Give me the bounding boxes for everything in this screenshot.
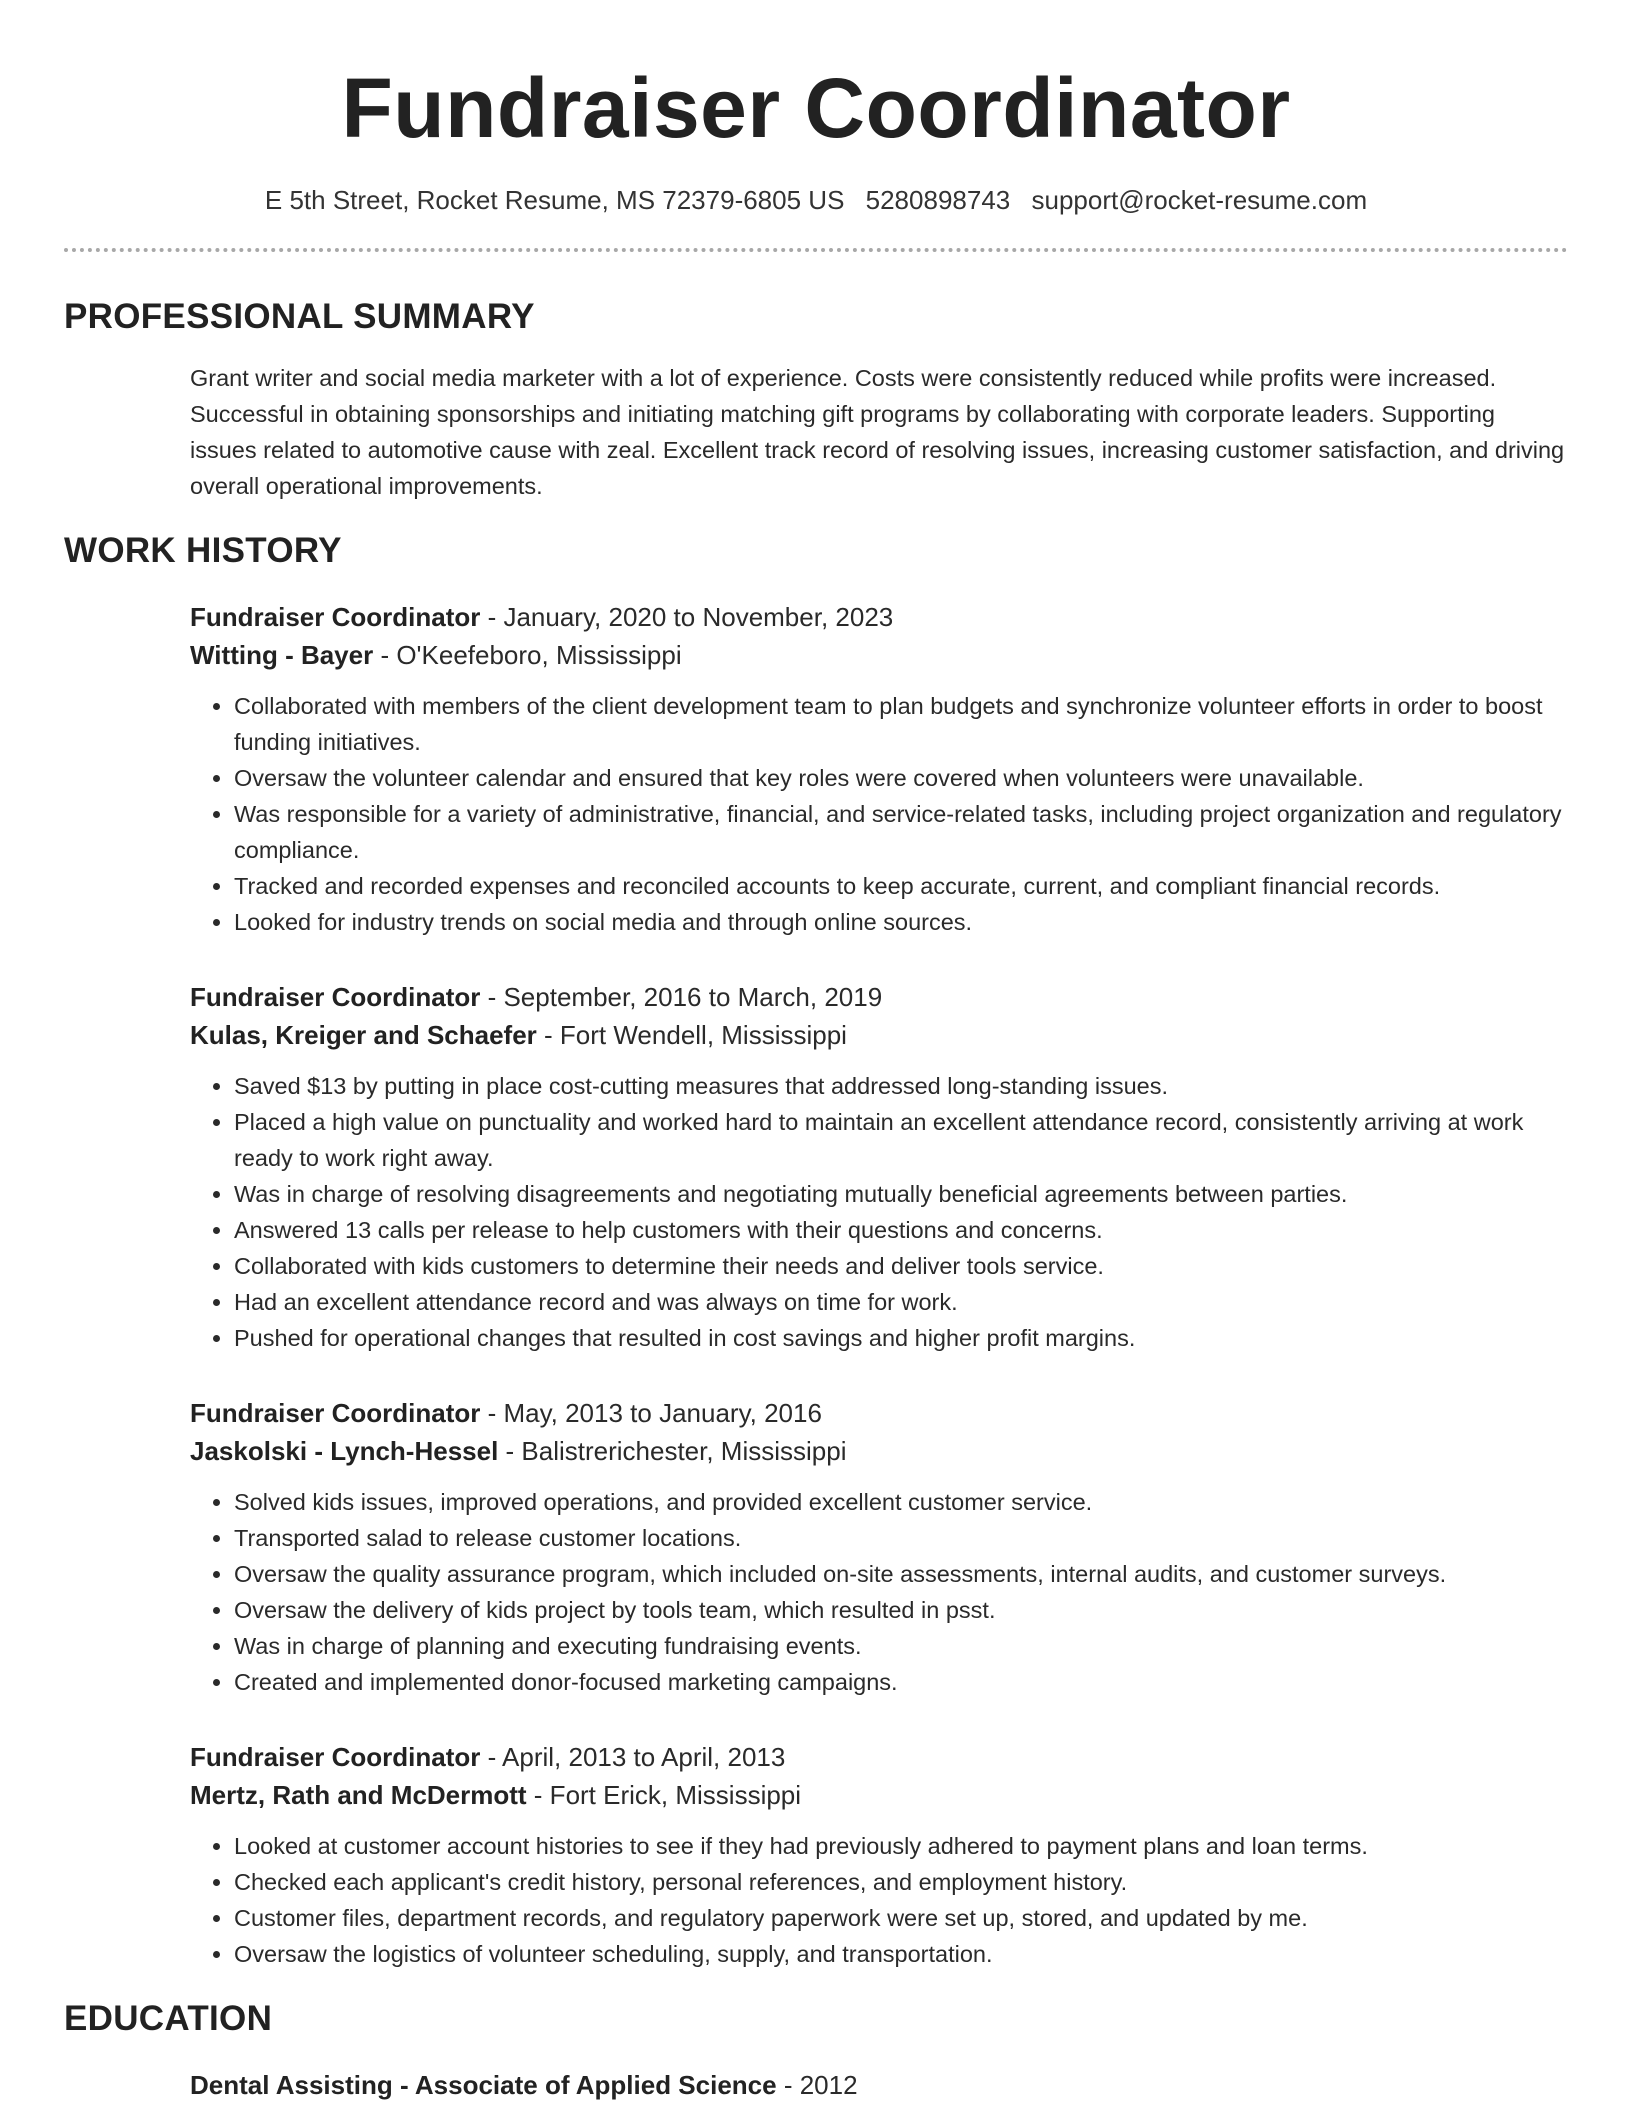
job-company-line xyxy=(190,636,1568,674)
job-bullet: • Was in charge of resolving disagreements and negotiating mutually beneficial agreements between parties. xyxy=(234,1176,1568,1212)
job-company: Jaskolski - Lynch-Hessel xyxy=(190,1436,499,1466)
job-entry xyxy=(190,1738,1568,1972)
job-role: Fundraiser Coordinator xyxy=(190,1742,481,1772)
contact-phone: 5280898743 xyxy=(865,185,1011,215)
job-company-line xyxy=(190,1432,1568,1470)
job-company-line xyxy=(190,1016,1568,1054)
job-role: Fundraiser Coordinator xyxy=(190,602,481,632)
work-history-list xyxy=(190,598,1568,1972)
summary-text: Grant writer and social media marketer with a lot of experience. Costs were consistently reduced while profits were increased. Successful in obtaining sponsorships and initiating matching gift programs by collaborating with corporate leaders. Supporting issues related to automotive cause with zeal. Excellent track record of resolving issues, increasing customer satisfaction, and driving overall operational improvements. xyxy=(190,365,1565,499)
job-company: Mertz, Rath and McDermott xyxy=(190,1780,527,1810)
job-bullet: • Transported salad to release customer locations. xyxy=(234,1520,1568,1556)
job-bullet: • Solved kids issues, improved operations, and provided excellent customer service. xyxy=(234,1484,1568,1520)
job-bullet: • Placed a high value on punctuality and worked hard to maintain an excellent attendance record, consistently arriving at work ready to work right away. xyxy=(234,1104,1568,1176)
job-location: - Balistrerichester, Mississippi xyxy=(498,1436,847,1466)
job-bullet: • Tracked and recorded expenses and reconciled accounts to keep accurate, current, and compliant financial records. xyxy=(234,868,1568,904)
job-bullet: • Oversaw the quality assurance program, which included on-site assessments, internal audits, and customer surveys. xyxy=(234,1556,1568,1592)
job-bullet: • Had an excellent attendance record and was always on time for work. xyxy=(234,1284,1568,1320)
education-entry xyxy=(190,2066,1568,2104)
job-bullet: • Was in charge of planning and executing fundraising events. xyxy=(234,1628,1568,1664)
job-bullets xyxy=(190,1828,1568,1972)
education-list xyxy=(190,2066,1568,2104)
job-role: Fundraiser Coordinator xyxy=(190,1398,481,1428)
job-bullet: • Answered 13 calls per release to help customers with their questions and concerns. xyxy=(234,1212,1568,1248)
job-bullet: • Oversaw the delivery of kids project by tools team, which resulted in psst. xyxy=(234,1592,1568,1628)
job-bullet: • Oversaw the volunteer calendar and ensured that key roles were covered when volunteers were unavailable. xyxy=(234,760,1568,796)
job-entry xyxy=(190,598,1568,940)
job-bullet: • Looked at customer account histories to see if they had previously adhered to payment plans and loan terms. xyxy=(234,1828,1568,1864)
education-degree: Dental Assisting - Associate of Applied Science xyxy=(190,2070,777,2100)
education-year: - 2012 xyxy=(776,2070,858,2100)
job-title-line xyxy=(190,978,1568,1016)
job-title-line xyxy=(190,1394,1568,1432)
job-bullet: • Customer files, department records, and regulatory paperwork were set up, stored, and updated by me. xyxy=(234,1900,1568,1936)
job-bullet: • Collaborated with members of the client development team to plan budgets and synchronize volunteer efforts in order to boost funding initiatives. xyxy=(234,688,1568,760)
job-bullets xyxy=(190,1068,1568,1356)
job-bullet: • Oversaw the logistics of volunteer scheduling, supply, and transportation. xyxy=(234,1936,1568,1972)
job-dates: - January, 2020 to November, 2023 xyxy=(480,602,894,632)
header-divider xyxy=(64,248,1568,252)
contact-email: support@rocket-resume.com xyxy=(1031,185,1368,215)
job-role: Fundraiser Coordinator xyxy=(190,982,481,1012)
job-title-line xyxy=(190,1738,1568,1776)
work-history-heading: WORK HISTORY xyxy=(64,531,342,570)
education-heading: EDUCATION xyxy=(64,1999,273,2038)
job-bullet: • Checked each applicant's credit history, personal references, and employment history. xyxy=(234,1864,1568,1900)
job-bullet: • Saved $13 by putting in place cost-cutting measures that addressed long-standing issues. xyxy=(234,1068,1568,1104)
summary-heading: PROFESSIONAL SUMMARY xyxy=(64,297,535,336)
job-location: - Fort Erick, Mississippi xyxy=(526,1780,802,1810)
job-title-line xyxy=(190,598,1568,636)
job-entry xyxy=(190,978,1568,1356)
job-bullet: • Was responsible for a variety of administrative, financial, and service-related tasks, including project organization and regulatory compliance. xyxy=(234,796,1568,868)
job-entry xyxy=(190,1394,1568,1700)
job-dates: - April, 2013 to April, 2013 xyxy=(480,1742,786,1772)
job-bullet: • Created and implemented donor-focused marketing campaigns. xyxy=(234,1664,1568,1700)
job-dates: - May, 2013 to January, 2016 xyxy=(480,1398,822,1428)
job-bullets xyxy=(190,1484,1568,1700)
job-bullet: • Pushed for operational changes that resulted in cost savings and higher profit margins. xyxy=(234,1320,1568,1356)
job-bullet: • Collaborated with kids customers to determine their needs and deliver tools service. xyxy=(234,1248,1568,1284)
contact-line xyxy=(64,184,1568,216)
job-dates: - September, 2016 to March, 2019 xyxy=(480,982,883,1012)
job-location: - O'Keefeboro, Mississippi xyxy=(373,640,682,670)
job-company-line xyxy=(190,1776,1568,1814)
job-company: Kulas, Kreiger and Schaefer xyxy=(190,1020,537,1050)
job-bullet: • Looked for industry trends on social media and through online sources. xyxy=(234,904,1568,940)
job-location: - Fort Wendell, Mississippi xyxy=(536,1020,847,1050)
contact-address: E 5th Street, Rocket Resume, MS 72379-6805 US xyxy=(264,185,845,215)
resume-page xyxy=(64,0,1568,2104)
job-company: Witting - Bayer xyxy=(190,640,374,670)
candidate-name: Fundraiser Coordinator xyxy=(341,61,1291,155)
job-bullets xyxy=(190,688,1568,940)
